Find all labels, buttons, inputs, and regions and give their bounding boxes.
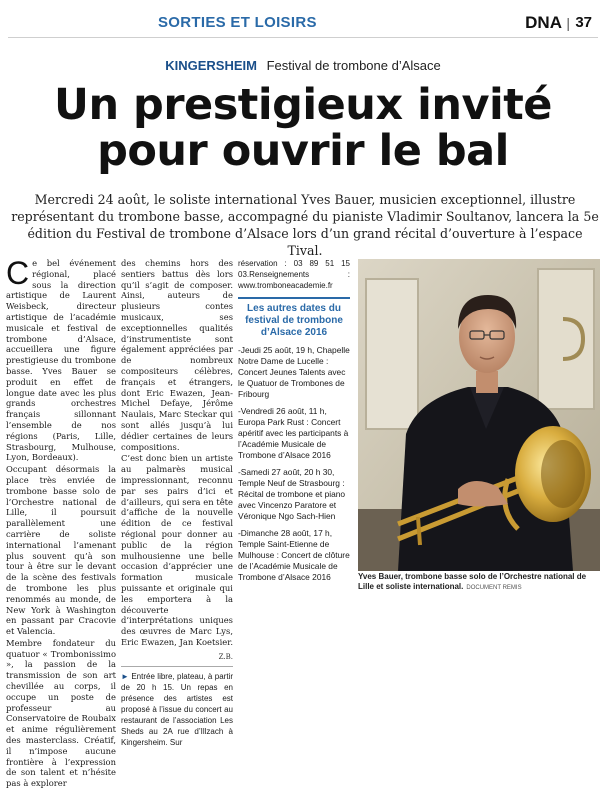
sidebar-date-item: -Samedi 27 août, 20 h 30, Temple Neuf de Strasbourg : Récital de trombone et piano avec Vincenzo Paratore et Véronique Ngo Sach-Hien <box>238 467 346 521</box>
article-paragraph: Occupant désormais la place très enviée de trombone basse solo de l’Orchestre national de Lille, il poursuit parallèlement une carrière de soliste international l’amenant plus souvent qu’à son tour à être sur le devant de la scène des festivals de trombone les plus renommés au monde, de New York à Washington en passant par Cracovie et Valencia. <box>6 464 116 637</box>
caption-text: Yves Bauer, trombone basse solo de l’Orchestre national de Lille et soliste international. <box>358 572 587 591</box>
article-headline <box>0 82 606 174</box>
section-title: SORTIES ET LOISIRS <box>158 14 317 31</box>
article-kicker <box>0 58 606 73</box>
headline-line-2: pour ouvrir le bal <box>97 126 509 176</box>
musician-photo <box>358 259 600 571</box>
sidebar-title: Les autres dates du festival de trombone d’Alsace 2016 <box>245 303 343 338</box>
article-column-3 <box>238 258 350 589</box>
article-paragraph: des chemins hors des sentiers battus dès lors qu’il s’agit de composer. Ainsi, auteurs de plusieurs contes musicaux, ses exceptionnelles qualités d’instrumentiste sont également appréciées par de nombreux compositeurs célèbres, français et étrangers, dont Eric Ewazen, Jean-Michel Defaye, Jérôme Naulais, Marc Steckar qui sont allés jusqu’à lui dédier certaines de leurs compositions. <box>121 258 233 452</box>
sidebar-date-item: -Jeudi 25 août, 19 h, Chapelle Notre Dame de Lucelle : Concert Jeunes Talents avec le Quatuor de Trombones de Fribourg <box>238 345 350 399</box>
article-paragraph: Membre fondateur du quatuor « Trombonissimo », la passion de la transmission de son art chevillée au corps, il occupe un poste de professeur au Conservatoire de Roubaix et anime régulièrement des masterclass. Créatif, il n’impose aucune frontière à l’expression de son talent et n’hésite pas à explorer <box>6 637 117 789</box>
kicker-topic: Festival de trombone d’Alsace <box>266 58 441 73</box>
practical-info <box>121 666 233 748</box>
drop-cap: C <box>6 255 30 291</box>
practical-info-text: Entrée libre, plateau, à partir de 20 h 15. Un repas en présence des artistes est proposé à l’issue du concert au restaurant de l’association Les Sheds au 2A rue d’Illzach à Kingersheim. Sur <box>121 672 233 748</box>
article-lead: Mercredi 24 août, le soliste international Yves Bauer, musicien exceptionnel, illustre représentant du trombone basse, accompagné du pianiste Vladimir Soultanov, lancera la 5e édition du Festival de trombone d’Alsace lors d’un grand récital d’ouverture à l’espace Tival. <box>11 192 599 258</box>
other-dates-sidebar <box>238 297 350 583</box>
photo-credit: DOCUMENT REMIS <box>466 585 522 591</box>
page-number: 37 <box>575 14 592 31</box>
article-column-1 <box>6 255 117 790</box>
arrow-icon: ► <box>121 672 129 682</box>
article-paragraph: Ce bel événement régional, placé sous la direction artistique de Laurent Weisbeck, directeur artistique de l’académie musicale et festival de trombone d’Alsace, accueillera une figure prestigieuse du trombone basse. Yves Bauer se produit en effet de longue date avec les plus grands orchestres français sillonnant l’ensemble de nos régions (Paris, Lille, Strasbourg, Mulhouse, Lyon, Bordeaux). <box>6 255 116 463</box>
header-separator: | <box>566 15 570 31</box>
reservation-info: réservation : 03 89 51 15 03.Renseignements : www.tromboneacademie.fr <box>238 259 350 290</box>
kicker-place: KINGERSHEIM <box>165 58 257 73</box>
headline-line-1: Un prestigieux invité <box>54 80 552 130</box>
sidebar-date-item: -Dimanche 28 août, 17 h, Temple Saint-Etienne de Mulhouse : Concert de clôture de l’Académie Musicale de Trombone d’Alsace 2016 <box>238 528 350 582</box>
photo-caption <box>358 572 602 593</box>
author-initials: Z.B. <box>218 652 233 661</box>
article-paragraph: C’est donc bien un artiste au palmarès musical impressionnant, reconnu par ses pairs d’ici et d’ailleurs, qui sera en tête d’affiche de la nouvelle édition de ce festival régional pour donner au public de la région mulhousienne une belle occasion d’apprécier une formation musicale puissante et originale qui les emportera à la découverte d’interprétations uniques des œuvres de Marc Lys, Eric Ewazen, Jan Koetsier. <box>121 453 233 647</box>
article-column-2 <box>121 258 233 748</box>
newspaper-logo: DNA <box>525 13 562 32</box>
page-header <box>8 10 598 38</box>
sidebar-date-item: -Vendredi 26 août, 11 h, Europa Park Rust : Concert apéritif avec les participants à l’Académie Musicale de Trombone d’Alsace 2016 <box>238 406 349 460</box>
